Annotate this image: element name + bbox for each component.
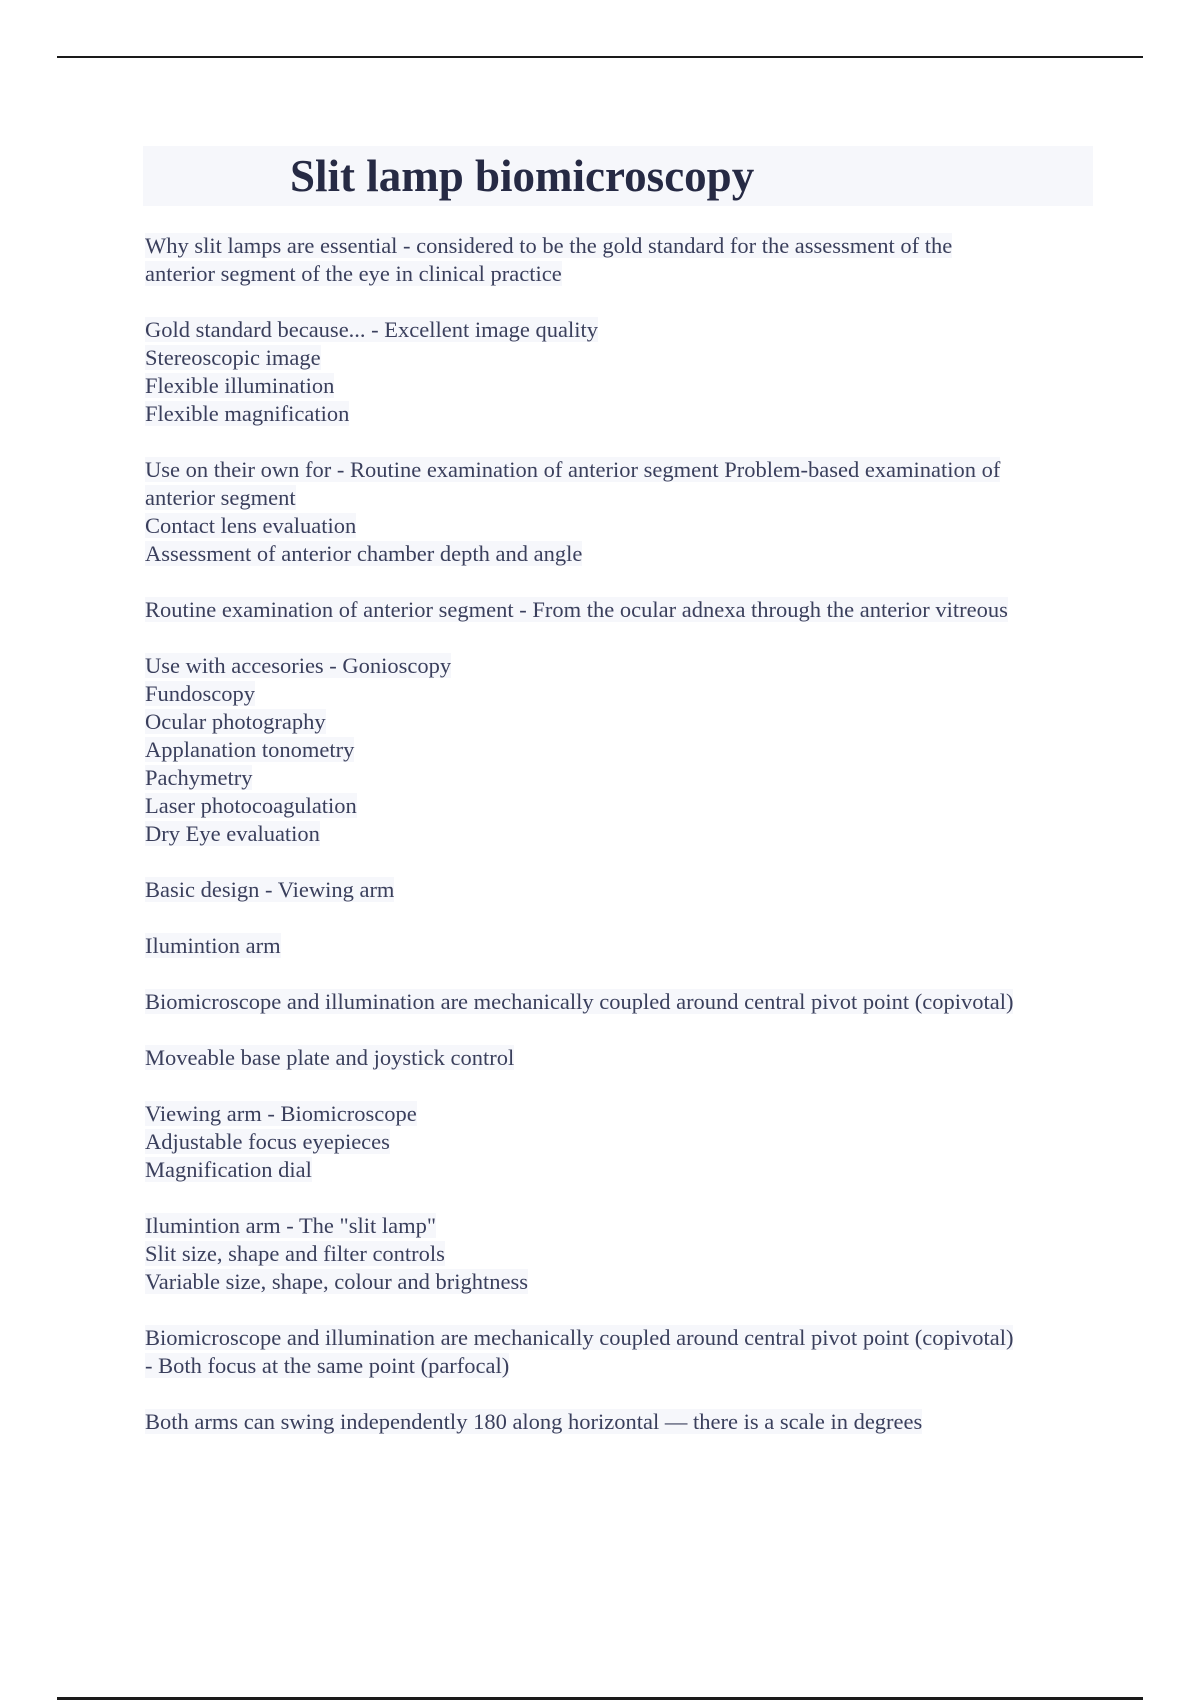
text-line-content: Routine examination of anterior segment - From the ocular adnexa through the anterior vitreous — [145, 597, 1008, 622]
text-line — [145, 232, 1090, 260]
text-line-content: Contact lens evaluation — [145, 513, 357, 538]
text-line-content: Variable size, shape, colour and brightness — [145, 1269, 529, 1294]
text-line — [145, 792, 1090, 820]
text-line — [145, 932, 1090, 960]
text-line — [145, 512, 1090, 540]
paragraph — [145, 232, 1090, 288]
paragraph — [145, 652, 1090, 848]
text-line-content: Flexible illumination — [145, 373, 335, 398]
text-line — [145, 344, 1090, 372]
paragraph — [145, 876, 1090, 904]
paragraph — [145, 1044, 1090, 1072]
paragraph — [145, 1100, 1090, 1184]
text-line-content: Adjustable focus eyepieces — [145, 1129, 390, 1154]
text-line-content: Ocular photography — [145, 709, 326, 734]
paragraph — [145, 456, 1090, 568]
text-line-content: Gold standard because... - Excellent image quality — [145, 317, 598, 342]
text-line-content: - Both focus at the same point (parfocal) — [145, 1353, 510, 1378]
text-line-content: Applanation tonometry — [145, 737, 355, 762]
text-line — [145, 456, 1090, 484]
text-line — [145, 708, 1090, 736]
text-line — [145, 1212, 1090, 1240]
text-line-content: Fundoscopy — [145, 681, 256, 706]
text-line — [145, 680, 1090, 708]
text-line — [145, 400, 1090, 428]
paragraph — [145, 596, 1090, 624]
text-line-content: Biomicroscope and illumination are mechanically coupled around central pivot point (copivotal) — [145, 1325, 1014, 1350]
text-line — [145, 1128, 1090, 1156]
text-line-content: Ilumintion arm — [145, 933, 281, 958]
text-line — [145, 484, 1090, 512]
document-body — [145, 232, 1090, 1464]
document-title: Slit lamp biomicroscopy — [290, 151, 755, 201]
text-line-content: Dry Eye evaluation — [145, 821, 320, 846]
text-line-content: Magnification dial — [145, 1157, 312, 1182]
text-line-content: Viewing arm - Biomicroscope — [145, 1101, 417, 1126]
text-line — [145, 1156, 1090, 1184]
text-line-content: Basic design - Viewing arm — [145, 877, 395, 902]
text-line-content: anterior segment of the eye in clinical practice — [145, 261, 562, 286]
text-line-content: Slit size, shape and filter controls — [145, 1241, 445, 1266]
text-line — [145, 764, 1090, 792]
text-line-content: Ilumintion arm - The "slit lamp" — [145, 1213, 437, 1238]
top-rule — [57, 56, 1143, 58]
text-line — [145, 1044, 1090, 1072]
text-line-content: Assessment of anterior chamber depth and angle — [145, 541, 583, 566]
text-line — [145, 260, 1090, 288]
text-line-content: Both arms can swing independently 180 along horizontal — there is a scale in degrees — [145, 1409, 923, 1434]
text-line — [145, 596, 1090, 624]
text-line — [145, 540, 1090, 568]
text-line-content: Pachymetry — [145, 765, 253, 790]
text-line-content: Why slit lamps are essential - considered to be the gold standard for the assessment of the — [145, 233, 953, 258]
paragraph — [145, 1408, 1090, 1436]
text-line-content: Moveable base plate and joystick control — [145, 1045, 515, 1070]
text-line — [145, 316, 1090, 344]
paragraph — [145, 1212, 1090, 1296]
text-line — [145, 1352, 1090, 1380]
text-line — [145, 1324, 1090, 1352]
text-line — [145, 1408, 1090, 1436]
text-line — [145, 820, 1090, 848]
text-line-content: Use on their own for - Routine examination of anterior segment Problem-based examination of — [145, 457, 1001, 482]
text-line — [145, 736, 1090, 764]
text-line-content: Biomicroscope and illumination are mechanically coupled around central pivot point (copivotal) — [145, 989, 1014, 1014]
text-line-content: Use with accesories - Gonioscopy — [145, 653, 452, 678]
text-line — [145, 652, 1090, 680]
text-line — [145, 1100, 1090, 1128]
text-line-content: Stereoscopic image — [145, 345, 321, 370]
paragraph — [145, 1324, 1090, 1380]
paragraph — [145, 988, 1090, 1016]
text-line-content: Flexible magnification — [145, 401, 350, 426]
text-line — [145, 1240, 1090, 1268]
paragraph — [145, 932, 1090, 960]
text-line-content: anterior segment — [145, 485, 296, 510]
text-line-content: Laser photocoagulation — [145, 793, 357, 818]
text-line — [145, 876, 1090, 904]
text-line — [145, 1268, 1090, 1296]
paragraph — [145, 316, 1090, 428]
text-line — [145, 372, 1090, 400]
text-line — [145, 988, 1090, 1016]
